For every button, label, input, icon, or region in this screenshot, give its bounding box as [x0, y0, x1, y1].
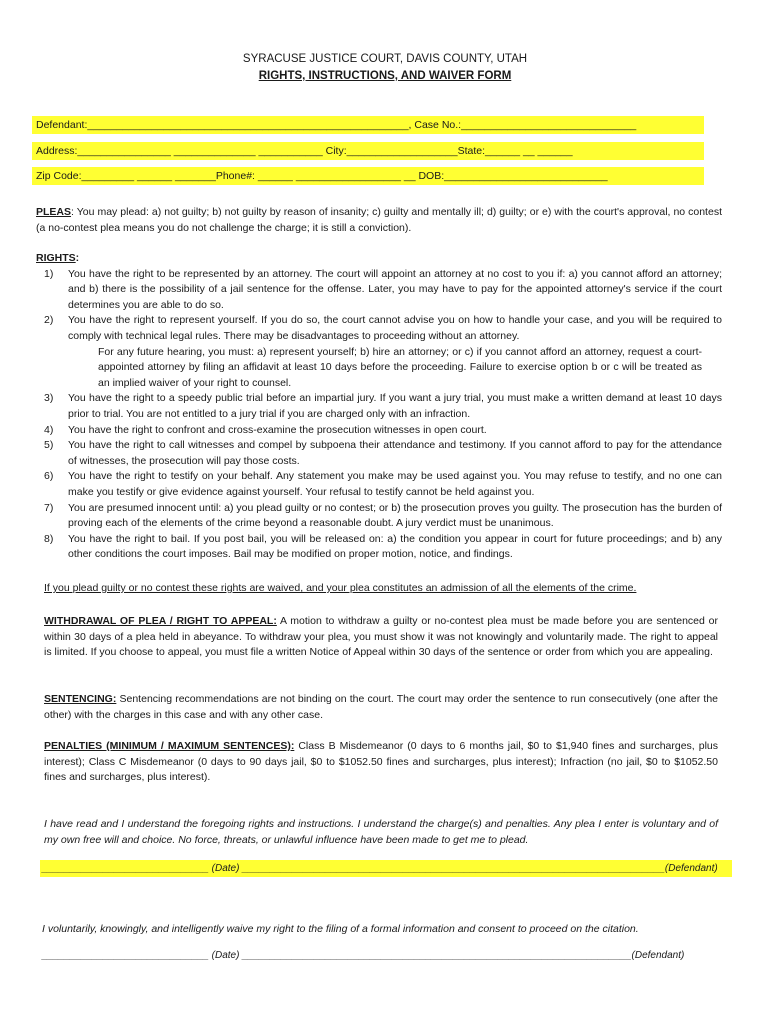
pleas-section: [36, 205, 722, 236]
acknowledgment-statement: I have read and I understand the foregoing rights and instructions. I understand the charge(s) and penalties. Any plea I enter is voluntary and of my own free will and choice. No force, threats, or unlawful influence have been made to get me to plead.: [44, 818, 718, 846]
zip-phone-dob-field[interactable]: Zip Code:_________ ______ _______Phone#: ______ __________________ __ DOB:____________________________: [36, 170, 608, 182]
penalties-section: [44, 739, 718, 786]
defendant-signature-line[interactable]: ____________________________________________________________________________: [242, 863, 665, 874]
rights-list: [36, 267, 722, 563]
list-item: 8) You have the right to bail. If you post bail, you will be released on: a) the condition you appear in court for future proceedings; and b) any other conditions the court imposes. Bail may be modified on proper motion, notice, and findings.: [44, 532, 722, 561]
list-item: 3) You have the right to a speedy public trial before an impartial jury. If you want a jury trial, you must make a written demand at least 10 days prior to trial. You are not entitled to a jury trial if you are charged only with an infraction.: [44, 392, 722, 420]
pleas-label: PLEAS: [36, 206, 72, 218]
rights-section: RIGHTS: 1) You have the right to be represented by an attorney. The court will appoint an attorney at no cost to you if: a) you cannot afford an attorney; and b) there is the possibility of a jail sentence for the offense. Later, you may have to pay for the appointed attorney's service if the court determines you are able to do so. 2) You have the right to represent yourself. If you do so, the court cannot advise you on how to handle your case, and you will be required to comply with technical legal rules. There may be disadvantages to proceeding without an attorney. For any future hearing, you must: a) represent yourself; b) hire an attorney; or c) if you cannot afford an attorney, request a court-appointed attorney by filing an affidavit at least 10 days before the proceeding. Failure to exercise option b or c will be treated as an implied waiver of your right to counsel. 3) You have the right to a speedy public trial before an impartial jury. If you want a jury trial, you must make a written demand at least 10 days prior to trial. You are not entitled to a jury trial if you are charged only with an infraction. 4) You have the right to confront and cross-examine the prosecution witnesses in open court. 5) You have the right to call witnesses and compel by subpoena their attendance and testimony. If you cannot afford to pay for the attendance of witnesses, the prosecution will pay those costs. 6) You have the right to testify on your behalf. Any statement you make may be used against you. You may refuse to testify, and no one can make you testify or give evidence against yourself. Your refusal to testify cannot be held against you. 7) You are presumed innocent until: a) you plead guilty or no contest; or b) the prosecution proves you guilty. The prosecution has the burden of proving each of the elements of the crime beyond a reasonable doubt. A jury verdict must be unanimous. 8) You have the right to bail. If you post bail, you will be released on: a) the condition you appear in court for future proceedings; and b) any other conditions the court imposes. Bail may be modified on proper motion, notice, and findings.: [36, 251, 722, 563]
sentencing-text: Sentencing recommendations are not binding on the court. The court may order the sentence to run consecutively (one after the other) with the charges in this case and with any other case.: [44, 693, 718, 721]
defendant-signature-line[interactable]: ______________________________________________________________________: [242, 950, 632, 961]
list-item: 4) You have the right to confront and cross-examine the prosecution witnesses in open court.: [44, 423, 487, 436]
date-line[interactable]: ______________________________: [42, 950, 209, 961]
rights-label: RIGHTS: [36, 252, 76, 264]
withdrawal-label: WITHDRAWAL OF PLEA / RIGHT TO APPEAL:: [44, 615, 277, 627]
penalties-text: Class B Misdemeanor (0 days to 6 months jail, $0 to $1,940 fines and surcharges, plus interest); Class C Misdemeanor (0 days to 90 days jail, $0 to $1052.50 fines and surcharges, plus interest); Infraction (no jail, $0 to $1052.50 fines and surcharges, plus interest).: [44, 740, 718, 784]
defendant-label: (Defendant): [631, 950, 685, 961]
withdrawal-section: [44, 614, 718, 661]
list-item: 1) You have the right to be represented by an attorney. The court will appoint an attorney at no cost to you if: a) you cannot afford an attorney; and b) there is the possibility of a jail sentence for the offense. Later, you may have to pay for the appointed attorney's service if the court determines you are able to do so.: [44, 267, 722, 311]
list-item: 6) You have the right to testify on your behalf. Any statement you make may be used against you. You may refuse to testify, and no one can make you testify or give evidence against yourself. Your refusal to testify cannot be held against you.: [44, 470, 722, 498]
sentencing-section: [44, 692, 718, 723]
waiver-statement: I voluntarily, knowingly, and intelligently waive my right to the filing of a formal information and consent to proceed on the citation.: [42, 923, 639, 935]
defendant-field[interactable]: Defendant:_______________________________________________________, Case No.:______________________________: [36, 119, 637, 131]
list-item: 7) You are presumed innocent until: a) you plead guilty or no contest; or b) the prosecution proves you guilty. The prosecution has the burden of proving each of the elements of the crime beyond a reasonable doubt. A jury verdict must be unanimous.: [44, 501, 722, 530]
defendant-label: (Defendant): [664, 863, 718, 874]
counsel-note: For any future hearing, you must: a) represent yourself; b) hire an attorney; or c) if you cannot afford an attorney, request a court-appointed attorney by filing an affidavit at least 10 days before the proceeding. Failure to exercise option b or c will be treated as an implied waiver of your right to counsel.: [98, 345, 702, 389]
form-title: RIGHTS, INSTRUCTIONS, AND WAIVER FORM: [258, 70, 512, 82]
address-field[interactable]: Address:________________ ______________ ___________ City:___________________State:______ __ ______: [36, 145, 573, 157]
sentencing-label: SENTENCING:: [44, 693, 117, 705]
waived-statement: If you plead guilty or no contest these rights are waived, and your plea constitutes an admission of all the elements of the crime.: [44, 582, 637, 594]
signature2-row: [42, 948, 684, 964]
signature1-row: [42, 861, 718, 877]
penalties-label: PENALTIES (MINIMUM / MAXIMUM SENTENCES):: [44, 740, 295, 752]
pleas-text: : You may plead: a) not guilty; b) not guilty by reason of insanity; c) guilty and mentally ill; d) guilty; or e) with the court's approval, no contest (a no-contest plea means you do not challenge the charge; it is still a conviction).: [36, 206, 722, 234]
date-label: (Date): [211, 950, 240, 961]
date-label: (Date): [211, 863, 240, 874]
list-item: 2) You have the right to represent yourself. If you do so, the court cannot advise you on how to handle your case, and you will be required to comply with technical legal rules. There may be disadvantages to proceeding without an attorney.: [44, 314, 722, 342]
date-line[interactable]: ______________________________: [42, 863, 209, 874]
list-item: 5) You have the right to call witnesses and compel by subpoena their attendance and testimony. If you cannot afford to pay for the attendance of witnesses, the prosecution will pay those costs.: [44, 439, 722, 467]
withdrawal-text: A motion to withdraw a guilty or no-contest plea must be made before you are sentenced or within 30 days of a plea held in abeyance. To withdraw your plea, you must show it was not knowingly and voluntarily made. The right to appeal is limited. If you choose to appeal, you must file a written Notice of Appeal within 30 days of the sentence or order from which you are appealing.: [44, 615, 718, 659]
court-name: SYRACUSE JUSTICE COURT, DAVIS COUNTY, UTAH: [242, 53, 528, 65]
